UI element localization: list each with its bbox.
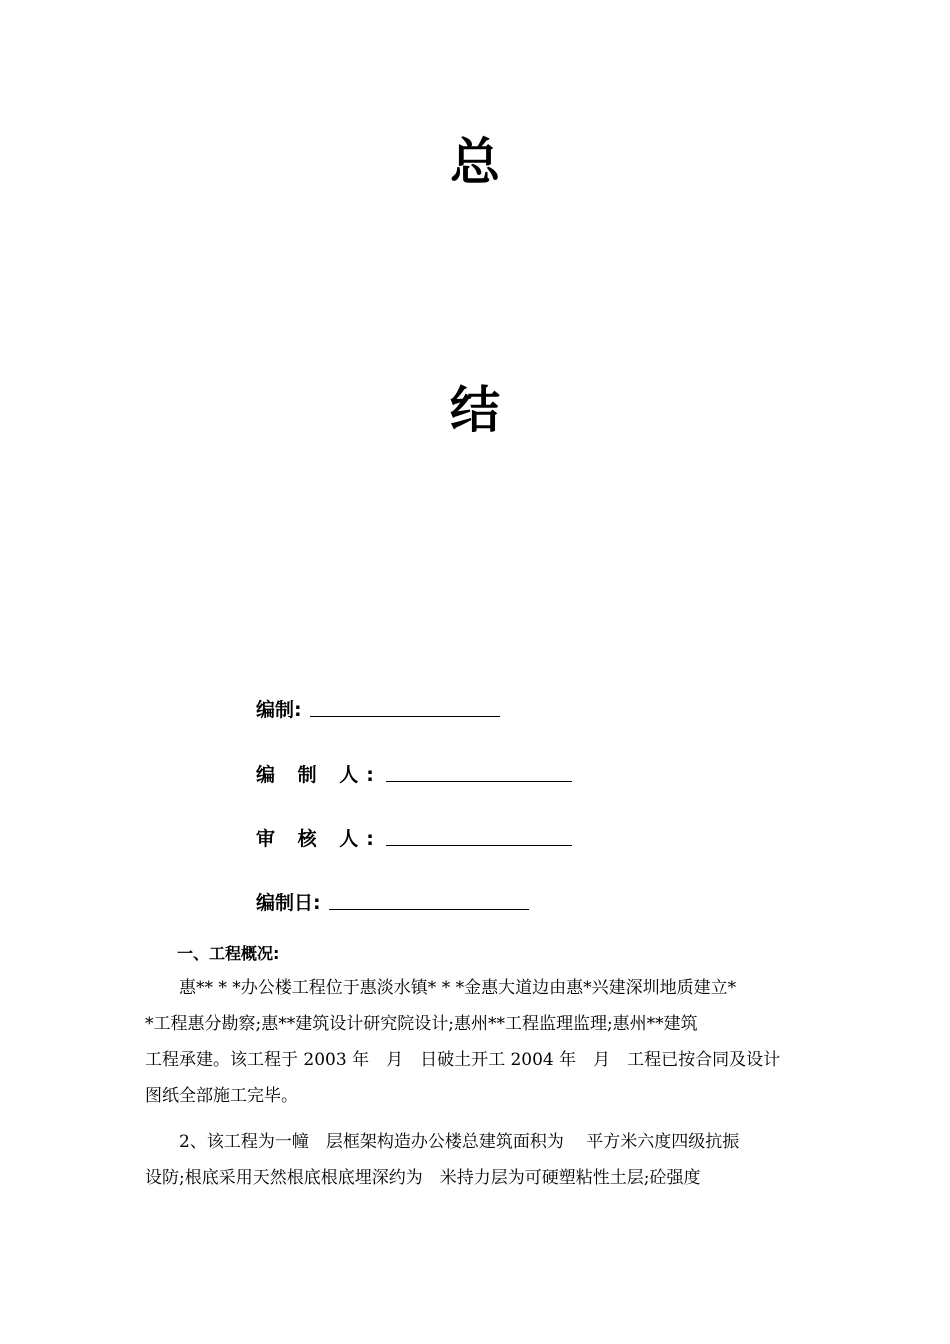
compile-date-field <box>256 890 529 916</box>
paragraph-overview <box>145 970 810 1114</box>
compiler-org-label: 编制: <box>256 699 302 721</box>
paragraph-line: 图纸全部施工完毕。 <box>145 1086 298 1106</box>
compile-date-label: 编制日: <box>256 892 321 914</box>
paragraph-line: 工程承建。该工程于 2003 年 月 日破土开工 2004 年 月 工程已按合同及设计 <box>145 1050 781 1070</box>
title-char-1: 总 <box>450 133 500 191</box>
compiler-person-blank-line <box>386 781 572 782</box>
compiler-person-field <box>256 762 572 788</box>
paragraph-line: 惠** * *办公楼工程位于惠淡水镇* * *金惠大道边由惠*兴建深圳地质建立* <box>145 978 737 998</box>
compiler-person-label: 编 制 人: <box>256 764 382 786</box>
reviewer-field <box>256 826 572 852</box>
section-heading-overview: 一、工程概况: <box>177 944 280 963</box>
paragraph-line: *工程惠分勘察;惠**建筑设计研究院设计;惠州**工程监理监理;惠州**建筑 <box>145 1014 698 1034</box>
paragraph-line: 设防;根底采用天然根底根底埋深约为 米持力层为可硬塑粘性土层;砼强度 <box>145 1168 701 1188</box>
reviewer-label: 审 核 人: <box>256 828 382 850</box>
paragraph-structure <box>145 1124 810 1196</box>
paragraph-line: 2、该工程为一幢 层框架构造办公楼总建筑面积为 平方米六度四级抗振 <box>145 1132 740 1152</box>
compile-date-blank-line <box>329 909 529 910</box>
reviewer-blank-line <box>386 845 572 846</box>
compiler-org-blank-line <box>310 716 500 717</box>
title-char-2: 结 <box>450 381 500 439</box>
compiler-org-field <box>256 697 500 723</box>
